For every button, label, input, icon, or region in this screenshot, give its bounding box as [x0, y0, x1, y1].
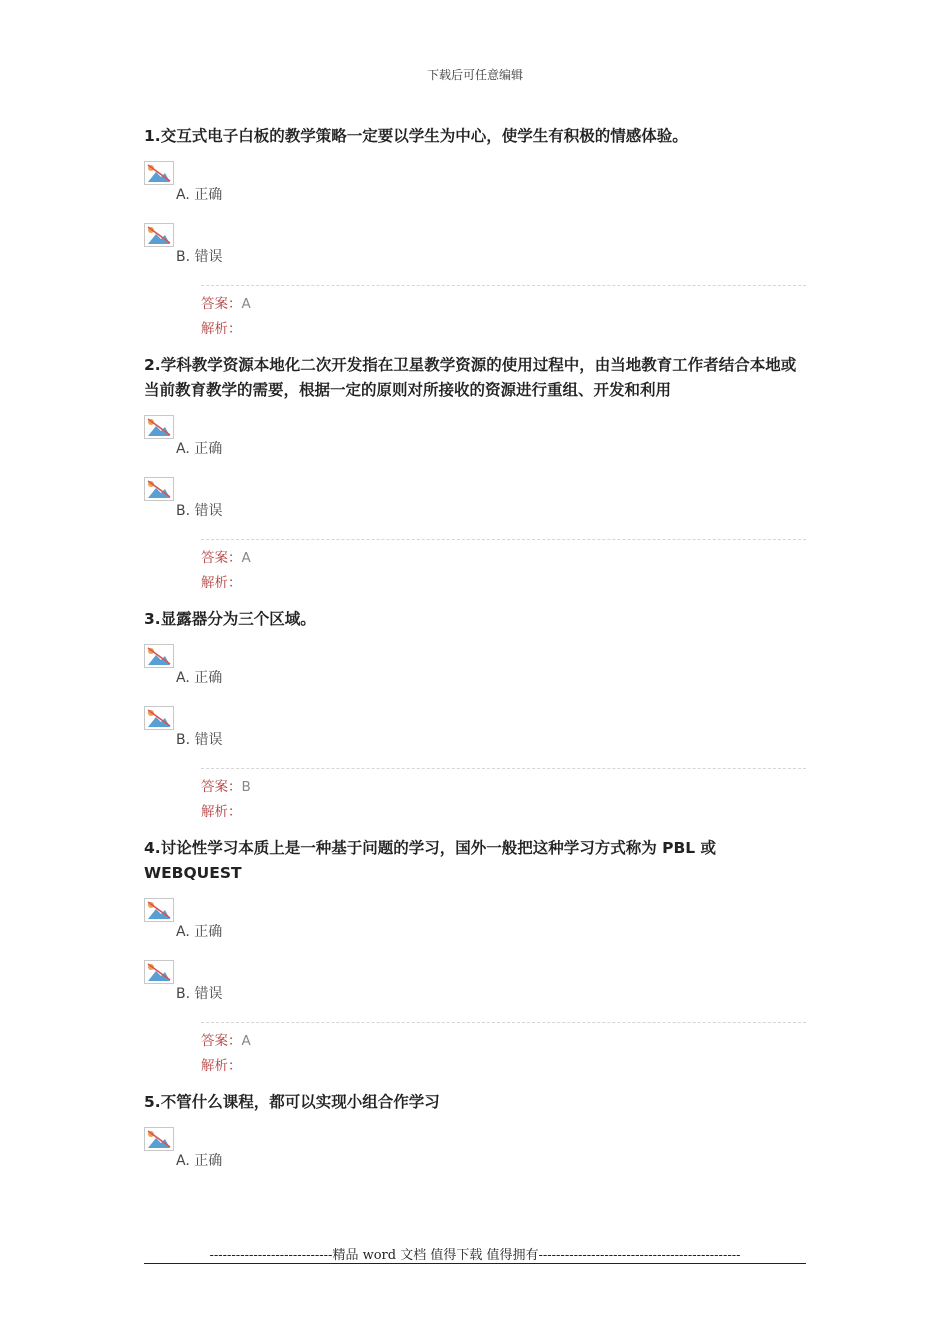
option-label: A. 正确: [176, 924, 223, 940]
answer-label: 答案：: [201, 779, 242, 795]
broken-image-icon: [144, 477, 174, 501]
analysis-row: [201, 1054, 806, 1079]
page-header: 下载后可任意编辑: [426, 68, 523, 82]
answer-block: [201, 764, 806, 836]
broken-image-icon: [144, 706, 174, 730]
answer-value: A: [241, 296, 251, 312]
broken-image-icon: [144, 898, 174, 922]
answer-label: 答案：: [201, 550, 242, 566]
broken-image-icon: [144, 223, 174, 247]
question-number: 4.: [144, 839, 161, 857]
question-number: 3.: [144, 610, 161, 628]
question-3: [144, 607, 806, 836]
analysis-row: [201, 800, 806, 825]
answer-row: [201, 775, 806, 800]
question-1: [144, 124, 806, 353]
answer-block: [201, 535, 806, 607]
option-label: A. 正确: [176, 1153, 223, 1169]
question-text: 讨论性学习本质上是一种基于问题的学习，国外一般把这种学习方式称为 PBL 或 WEBQUEST: [144, 839, 717, 882]
question-text: 学科教学资源本地化二次开发指在卫星教学资源的使用过程中，由当地教育工作者结合本地或当前教育教学的需要，根据一定的原则对所接收的资源进行重组、开发和利用: [144, 356, 797, 399]
question-title: [144, 836, 806, 886]
question-number: 1.: [144, 127, 161, 145]
answer-row: [201, 546, 806, 571]
dashed-divider: [201, 285, 806, 286]
answer-row: [201, 1029, 806, 1054]
option-label: A. 正确: [176, 187, 223, 203]
broken-image-icon: [144, 415, 174, 439]
question-text: 显露器分为三个区域。: [160, 610, 316, 628]
question-5: [144, 1090, 806, 1185]
dashed-divider: [201, 1022, 806, 1023]
answer-label: 答案：: [201, 296, 242, 312]
question-list: [144, 124, 806, 1185]
option-a[interactable]: [144, 411, 806, 473]
analysis-row: [201, 317, 806, 342]
question-number: 2.: [144, 356, 161, 374]
question-2: [144, 353, 806, 607]
option-b[interactable]: [144, 473, 806, 535]
option-b[interactable]: [144, 956, 806, 1018]
analysis-label: 解析：: [201, 1058, 242, 1074]
question-text: 不管什么课程，都可以实现小组合作学习: [160, 1093, 440, 1111]
answer-value: A: [241, 550, 251, 566]
question-4: [144, 836, 806, 1090]
answer-block: [201, 1018, 806, 1090]
option-a[interactable]: [144, 157, 806, 219]
answer-row: [201, 292, 806, 317]
question-number: 5.: [144, 1093, 161, 1111]
option-a[interactable]: [144, 1123, 806, 1185]
page-footer: ----------------------------精品 word 文档 值得下载 值得拥有----------------------------------------------: [209, 1248, 741, 1263]
question-text: 交互式电子白板的教学策略一定要以学生为中心，使学生有积极的情感体验。: [160, 127, 688, 145]
question-title: [144, 353, 806, 403]
option-label: B. 错误: [176, 986, 223, 1002]
option-label: B. 错误: [176, 503, 223, 519]
broken-image-icon: [144, 644, 174, 668]
question-title: [144, 607, 806, 632]
analysis-label: 解析：: [201, 575, 242, 591]
dashed-divider: [201, 768, 806, 769]
option-label: B. 错误: [176, 732, 223, 748]
dashed-divider: [201, 539, 806, 540]
option-b[interactable]: [144, 702, 806, 764]
analysis-label: 解析：: [201, 804, 242, 820]
question-title: [144, 1090, 806, 1115]
analysis-row: [201, 571, 806, 596]
option-label: A. 正确: [176, 441, 223, 457]
option-a[interactable]: [144, 894, 806, 956]
footer-rule: [144, 1263, 806, 1264]
answer-label: 答案：: [201, 1033, 242, 1049]
option-a[interactable]: [144, 640, 806, 702]
broken-image-icon: [144, 960, 174, 984]
option-label: A. 正确: [176, 670, 223, 686]
answer-value: A: [241, 1033, 251, 1049]
option-label: B. 错误: [176, 249, 223, 265]
answer-block: [201, 281, 806, 353]
question-title: [144, 124, 806, 149]
broken-image-icon: [144, 161, 174, 185]
broken-image-icon: [144, 1127, 174, 1151]
answer-value: B: [241, 779, 251, 795]
option-b[interactable]: [144, 219, 806, 281]
analysis-label: 解析：: [201, 321, 242, 337]
